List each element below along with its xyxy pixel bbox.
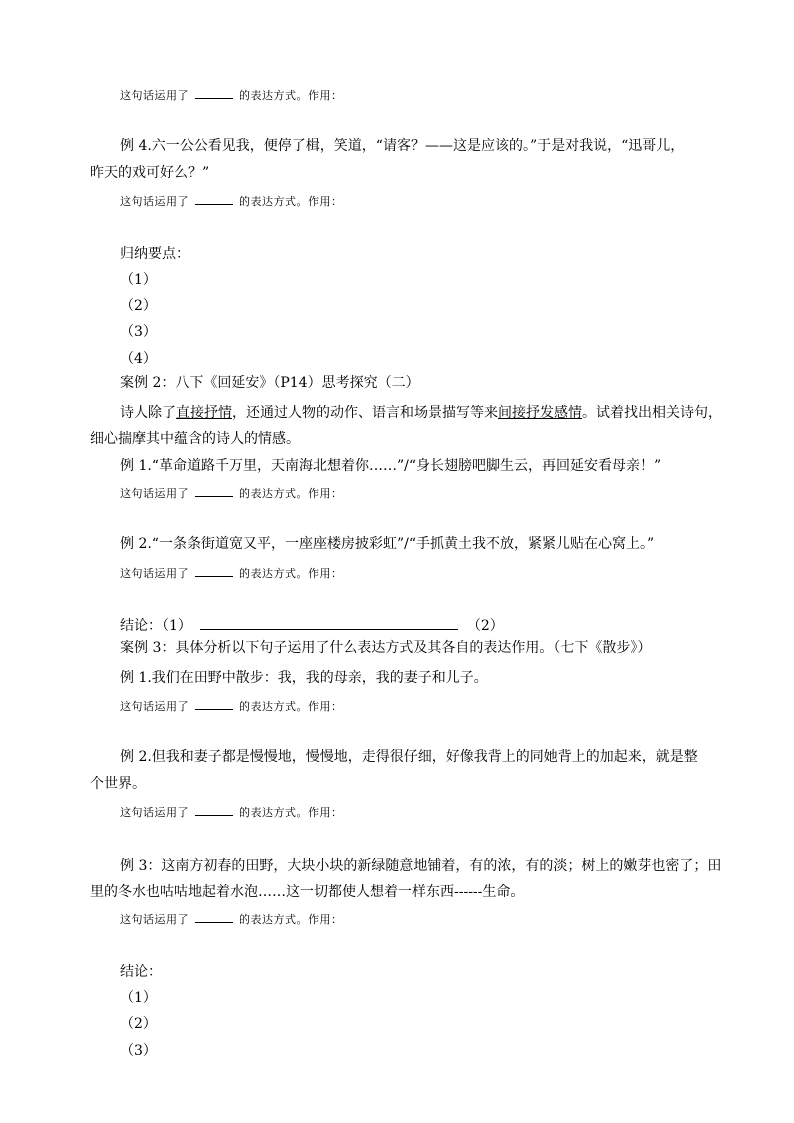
answer-blank[interactable]	[195, 486, 233, 497]
answer-blank[interactable]	[195, 566, 233, 577]
case-2-paragraph-line2: 细心揣摩其中蕴含的诗人的情感。	[90, 431, 300, 447]
prompt-text: 的表达方式。作用：	[239, 567, 343, 580]
summary-title: 归纳要点：	[120, 246, 190, 262]
case-3-example-2-line2: 个世界。	[90, 776, 146, 792]
summary-item: （4）	[120, 351, 157, 367]
underlined-term: 间接抒发感情	[498, 405, 582, 421]
answer-prompt	[120, 486, 343, 499]
conclusion-line	[120, 617, 504, 633]
prompt-text: 的表达方式。作用：	[239, 89, 343, 102]
case-2-paragraph-line1	[120, 406, 722, 420]
case-3-title: 案例 3：具体分析以下句子运用了什么表达方式及其各自的表达作用。（七下《散步》）	[120, 640, 652, 656]
case-3-example-3-line1: 例 3：这南方初春的田野，大块小块的新绿随意地铺着，有的浓，有的淡；树上的嫩芽也密了；田	[120, 858, 722, 874]
conclusion-title: 结论：	[120, 964, 162, 980]
answer-blank[interactable]	[195, 805, 233, 816]
text-run: 诗人除了	[120, 405, 176, 421]
answer-prompt	[120, 88, 343, 101]
summary-item: （3）	[120, 324, 157, 340]
answer-prompt	[120, 699, 343, 712]
conclusion-item: （1）	[120, 990, 157, 1006]
text-run: 。试着找出相关诗句，	[582, 405, 722, 421]
answer-blank[interactable]	[195, 699, 233, 710]
summary-item: （1）	[120, 272, 157, 288]
case-2-example-1: 例 1.“革命道路千万里，天南海北想着你……”/“身长翅膀吧脚生云，再回延安看母亲！”	[120, 458, 662, 474]
conclusion-item: （2）	[120, 1016, 157, 1032]
answer-blank[interactable]	[195, 194, 233, 205]
underlined-term: 直接抒情	[176, 405, 232, 421]
example-4-line1: 例 4.六一公公看见我，便停了楫，笑道，“请客？——这是应该的。”于是对我说，“迅哥儿，	[120, 138, 685, 154]
prompt-text: 这句话运用了	[120, 913, 189, 926]
prompt-text: 的表达方式。作用：	[239, 487, 343, 500]
prompt-text: 的表达方式。作用：	[239, 913, 343, 926]
answer-prompt	[120, 194, 343, 207]
case-3-example-1: 例 1.我们在田野中散步：我，我的母亲，我的妻子和儿子。	[120, 670, 488, 686]
prompt-text: 这句话运用了	[120, 89, 189, 102]
prompt-text: 的表达方式。作用：	[239, 195, 343, 208]
conclusion-label: 结论：（1）	[120, 618, 192, 634]
prompt-text: 这句话运用了	[120, 195, 189, 208]
case-2-example-2: 例 2.“一条条街道宽又平，一座座楼房披彩虹”/“手抓黄土我不放，紧紧儿贴在心窝上。”	[120, 536, 655, 552]
text-run: ，还通过人物的动作、语言和场景描写等来	[232, 405, 498, 421]
summary-item: （2）	[120, 298, 157, 314]
example-4-line2: 昨天的戏可好么？”	[90, 165, 210, 181]
case-3-example-3-line2: 里的冬水也咕咕地起着水泡……这一切都使人想着一样东西------生命。	[90, 884, 525, 900]
prompt-text: 这句话运用了	[120, 487, 189, 500]
prompt-text: 的表达方式。作用：	[239, 806, 343, 819]
conclusion-tail: （2）	[466, 618, 504, 634]
case-3-example-2-line1: 例 2.但我和妻子都是慢慢地，慢慢地，走得很仔细，好像我背上的同她背上的加起来，就是整	[120, 749, 698, 765]
prompt-text: 这句话运用了	[120, 700, 189, 713]
answer-prompt	[120, 566, 343, 579]
prompt-text: 这句话运用了	[120, 806, 189, 819]
answer-blank[interactable]	[195, 912, 233, 923]
answer-prompt	[120, 912, 343, 925]
prompt-text: 这句话运用了	[120, 567, 189, 580]
answer-prompt	[120, 805, 343, 818]
answer-blank[interactable]	[195, 88, 233, 99]
prompt-text: 的表达方式。作用：	[239, 700, 343, 713]
case-2-title: 案例 2：八下《回延安》（P14）思考探究（二）	[120, 375, 420, 391]
conclusion-blank[interactable]	[200, 617, 458, 630]
conclusion-item: （3）	[120, 1043, 157, 1059]
